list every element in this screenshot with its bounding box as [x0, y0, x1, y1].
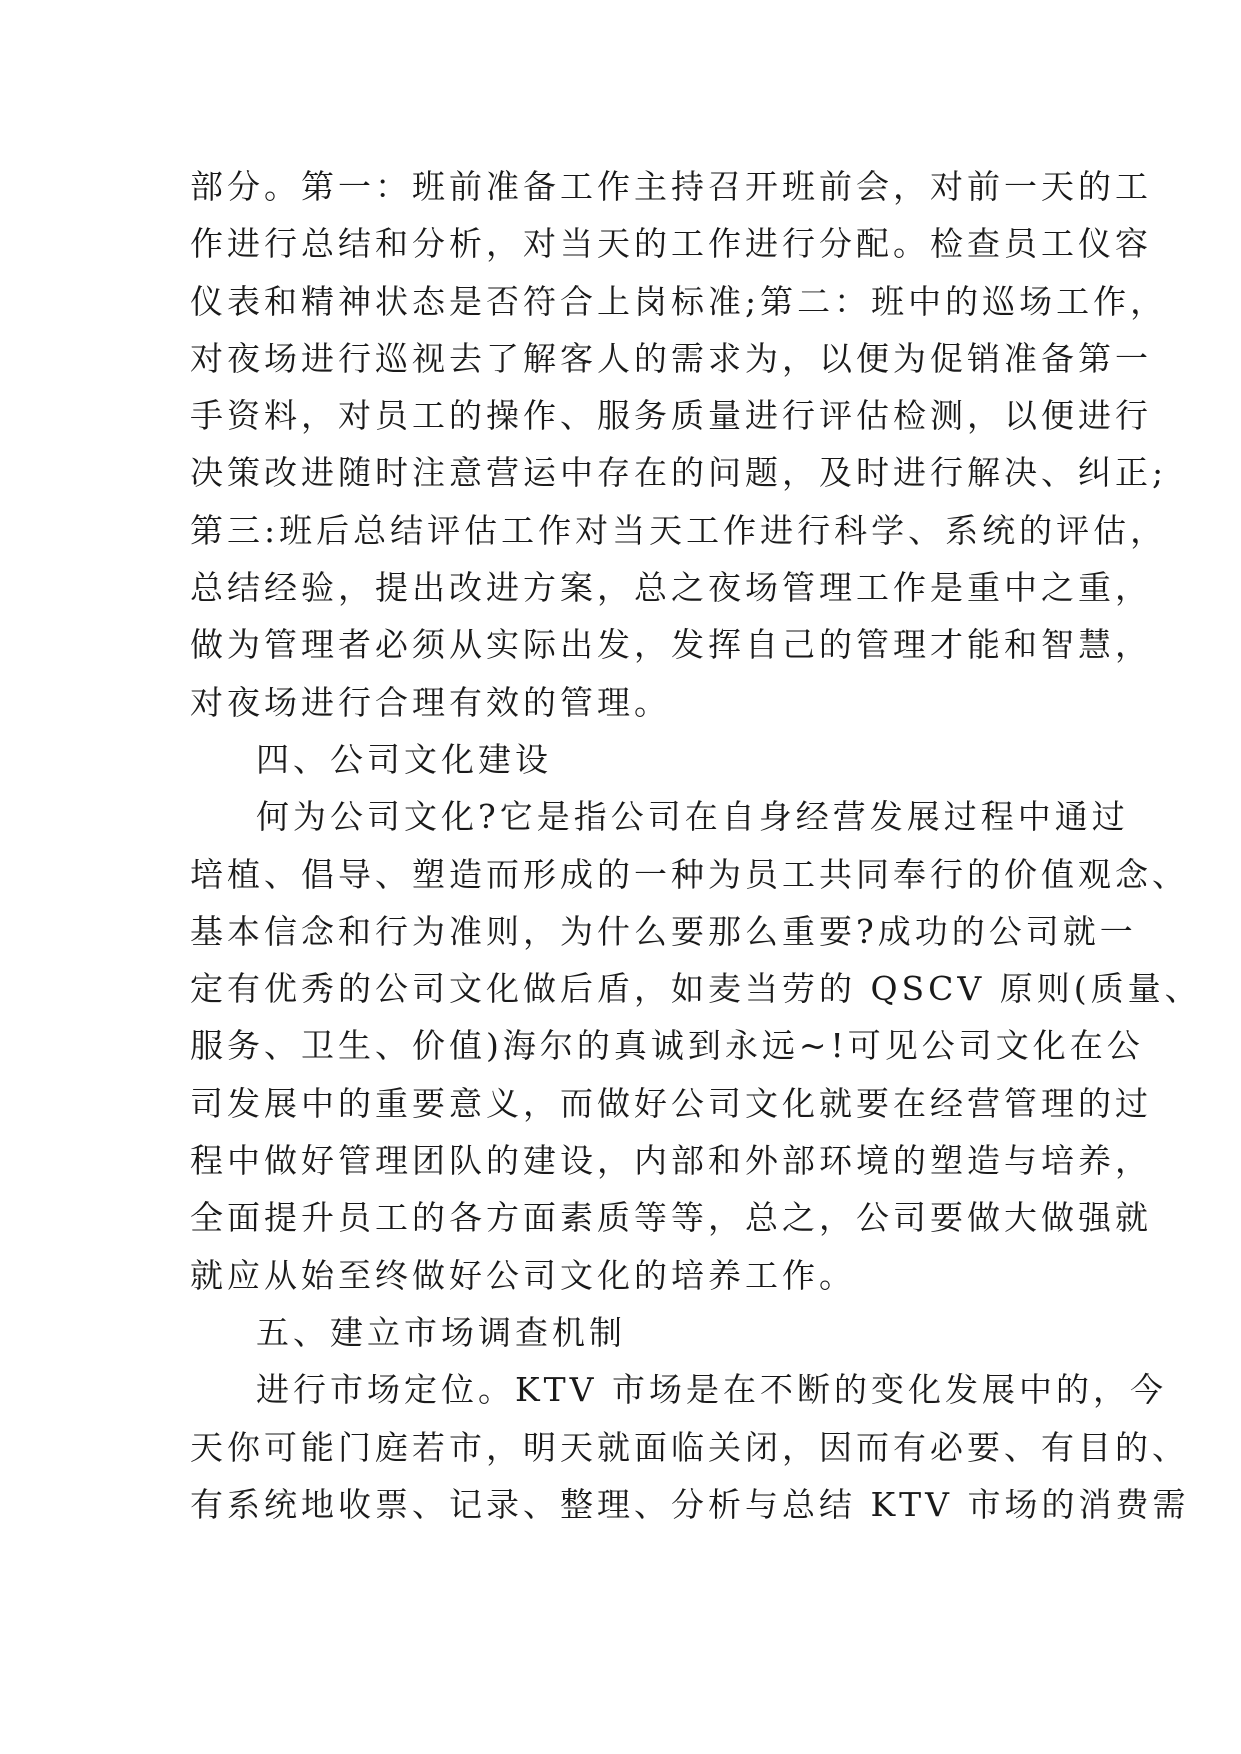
text-line: 对夜场进行巡视去了解客人的需求为，以便为促销准备第一 [190, 338, 1152, 378]
text-line: 第三:班后总结评估工作对当天工作进行科学、系统的评估， [190, 510, 1168, 550]
section-heading: 五、建立市场调查机制 [256, 1312, 626, 1352]
text-line: 部分。第一：班前准备工作主持召开班前会，对前一天的工 [190, 167, 1152, 206]
text-line: 程中做好管理团队的建设，内部和外部环境的塑造与培养， [190, 1141, 1152, 1181]
text-line: 有系统地收票、记录、整理、分析与总结 KTV 市场的消费需 [190, 1484, 1190, 1524]
text-line: 手资料，对员工的操作、服务质量进行评估检测，以便进行 [190, 396, 1152, 436]
text-line: 决策改进随时注意营运中存在的问题，及时进行解决、纠正; [190, 453, 1168, 493]
paragraph-first-line: 何为公司文化?它是指公司在自身经营发展过程中通过 [256, 797, 1129, 837]
section-heading: 四、公司文化建设 [256, 739, 552, 779]
text-line: 培植、倡导、塑造而形成的一种为员工共同奉行的价值观念、 [190, 854, 1189, 894]
text-line: 服务、卫生、价值)海尔的真诚到永远~!可见公司文化在公 [190, 1026, 1144, 1066]
text-line: 做为管理者必须从实际出发，发挥自己的管理才能和智慧， [190, 625, 1152, 665]
text-line: 仪表和精神状态是否符合上岗标准;第二：班中的巡场工作， [190, 281, 1168, 321]
body-text [190, 158, 1202, 1533]
text-line: 定有优秀的公司文化做后盾，如麦当劳的 QSCV 原则(质量、 [190, 969, 1202, 1009]
text-line: 司发展中的重要意义，而做好公司文化就要在经营管理的过 [190, 1083, 1152, 1123]
text-line: 天你可能门庭若市，明天就面临关闭，因而有必要、有目的、 [190, 1427, 1189, 1467]
text-line: 基本信念和行为准则，为什么要那么重要?成功的公司就一 [190, 911, 1137, 951]
text-line: 全面提升员工的各方面素质等等，总之，公司要做大做强就 [190, 1198, 1152, 1238]
text-line: 总结经验，提出改进方案，总之夜场管理工作是重中之重， [190, 568, 1152, 608]
text-line: 对夜场进行合理有效的管理。 [190, 682, 671, 722]
paragraph-first-line: 进行市场定位。KTV 市场是在不断的变化发展中的，今 [256, 1370, 1167, 1410]
text-line: 就应从始至终做好公司文化的培养工作。 [190, 1255, 856, 1295]
text-line: 作进行总结和分析，对当天的工作进行分配。检查员工仪容 [190, 224, 1152, 264]
